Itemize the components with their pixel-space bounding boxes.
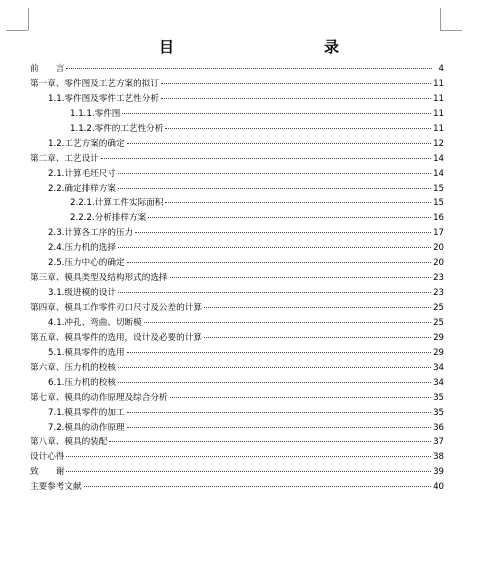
- toc-entry[interactable]: [30, 152, 444, 167]
- dot-leader: [84, 486, 431, 487]
- dot-leader: [101, 158, 431, 159]
- dot-leader: [118, 247, 431, 248]
- toc-entry-page-number: 29: [433, 347, 444, 358]
- toc-entry-text: 1.1.零件图及零件工艺性分析: [48, 93, 159, 104]
- dot-leader: [118, 173, 431, 174]
- toc-entry-page-number: 25: [433, 303, 444, 313]
- toc-entry-text: 6.1.压力机的校核: [48, 377, 116, 388]
- toc-entry-text: 2.2.1.计算工件实际面积: [70, 198, 164, 209]
- toc-entry-page-number: 20: [433, 258, 444, 269]
- dot-leader: [170, 397, 432, 398]
- toc-entry-text: 第一章、零件图及工艺方案的拟订: [30, 78, 159, 89]
- dot-leader: [127, 143, 432, 144]
- toc-entry[interactable]: [30, 196, 444, 211]
- toc-entry[interactable]: [30, 316, 444, 331]
- dot-leader: [66, 456, 431, 457]
- toc-entry-text: 2.5.压力中心的确定: [48, 258, 125, 269]
- toc-entry[interactable]: [30, 346, 444, 361]
- toc-entry[interactable]: [30, 256, 444, 271]
- dot-leader: [127, 352, 432, 353]
- toc-entry-page-number: 34: [433, 362, 444, 373]
- toc-entry-text: 3.1.级进模的设计: [48, 288, 116, 299]
- toc-entry[interactable]: [30, 450, 444, 465]
- dot-leader: [118, 382, 431, 383]
- toc-entry-page-number: 23: [433, 288, 444, 299]
- toc-entry-text: 1.1.2.零件的工艺性分析: [70, 123, 164, 134]
- toc-entry[interactable]: [30, 77, 444, 92]
- dot-leader: [148, 217, 431, 218]
- toc-entry-text: 7.2.模具的动作原理: [48, 422, 125, 433]
- toc-entry-page-number: 36: [433, 422, 444, 433]
- toc-entry-text: 2.4.压力机的选择: [48, 243, 116, 254]
- toc-entry[interactable]: [30, 331, 444, 346]
- toc-entry-page-number: 29: [433, 332, 444, 343]
- toc-entry-page-number: 11: [433, 93, 444, 104]
- toc-entry-page-number: 11: [433, 123, 444, 134]
- toc-entry-text: 第二章、工艺设计: [30, 153, 99, 164]
- toc-entry-text: 第三章、模具类型及结构形式的选择: [30, 273, 168, 284]
- toc-entry-page-number: 4: [438, 64, 444, 74]
- toc-entry-text: 致 谢: [30, 467, 65, 478]
- toc-entry-page-number: 16: [433, 213, 444, 224]
- toc-entry-page-number: 11: [433, 108, 444, 119]
- toc-entry-page-number: 34: [433, 377, 444, 388]
- toc-entry[interactable]: [30, 480, 444, 495]
- toc-entry-text: 2.3.计算各工序的压力: [48, 228, 134, 239]
- crop-mark-top-left-vertical: [28, 8, 29, 30]
- dot-leader: [118, 188, 431, 189]
- toc-entry-page-number: 40: [433, 482, 444, 493]
- toc-entry-page-number: 14: [433, 168, 444, 179]
- toc-entry[interactable]: [30, 62, 444, 77]
- toc-entry-text: 第八章、模具的装配: [30, 437, 108, 448]
- crop-mark-top-right-vertical: [440, 8, 441, 30]
- toc-entry[interactable]: [30, 92, 444, 107]
- toc-entry[interactable]: [30, 107, 444, 122]
- toc-entry-page-number: 14: [433, 153, 444, 164]
- crop-mark-top-left-horizontal: [6, 30, 28, 31]
- toc-entry[interactable]: [30, 286, 444, 301]
- toc-entry-page-number: 17: [433, 228, 444, 239]
- toc-entry[interactable]: [30, 241, 444, 256]
- toc-entry-page-number: 15: [433, 183, 444, 194]
- dot-leader: [204, 337, 431, 338]
- dot-leader: [122, 113, 431, 114]
- dot-leader: [66, 471, 431, 472]
- dot-leader: [204, 307, 431, 308]
- toc-entry-text: 2.1.计算毛坯尺寸: [48, 168, 116, 179]
- toc-entry-page-number: 35: [433, 392, 444, 403]
- toc-entry-page-number: 23: [433, 273, 444, 284]
- crop-mark-top-right-horizontal: [440, 30, 462, 31]
- dot-leader: [165, 128, 431, 129]
- toc-entry-page-number: 38: [433, 452, 444, 463]
- toc-entry[interactable]: [30, 167, 444, 182]
- dot-leader: [127, 412, 432, 413]
- toc-entry-text: 主要参考文献: [30, 482, 82, 493]
- toc-entry-text: 1.2.工艺方案的确定: [48, 138, 125, 149]
- toc-entry-page-number: 12: [433, 138, 444, 149]
- toc-entry-page-number: 35: [433, 407, 444, 418]
- table-of-contents: [30, 62, 444, 495]
- toc-entry[interactable]: [30, 406, 444, 421]
- toc-entry[interactable]: [30, 361, 444, 376]
- dot-leader: [118, 292, 431, 293]
- toc-entry-text: 第四章、模具工作零件刃口尺寸及公差的计算: [30, 303, 202, 313]
- toc-entry[interactable]: [30, 122, 444, 137]
- toc-entry-page-number: 20: [433, 243, 444, 254]
- page-title: 目 录: [158, 38, 379, 56]
- dot-leader: [135, 232, 431, 233]
- toc-entry-text: 5.1.模具零件的选用: [48, 347, 125, 358]
- toc-entry[interactable]: [30, 211, 444, 226]
- toc-entry-page-number: 25: [433, 317, 444, 328]
- toc-entry[interactable]: [30, 435, 444, 450]
- toc-entry[interactable]: [30, 182, 444, 197]
- toc-entry-text: 第五章、模具零件的选用，设计及必要的计算: [30, 332, 202, 343]
- toc-entry[interactable]: [30, 137, 444, 152]
- dot-leader: [109, 441, 431, 442]
- toc-entry-text: 设计心得: [30, 452, 65, 463]
- dot-leader: [161, 83, 431, 84]
- dot-leader: [170, 277, 432, 278]
- toc-entry-text: 2.2.2.分析排样方案: [70, 213, 147, 224]
- toc-entry-text: 4.1.冲孔、弯曲、切断模: [48, 317, 142, 328]
- toc-entry-text: 第六章、压力机的校核: [30, 362, 116, 373]
- toc-entry-page-number: 37: [433, 437, 444, 448]
- toc-entry-text: 第七章、模具的动作原理及综合分析: [30, 392, 168, 403]
- toc-entry[interactable]: [30, 465, 444, 480]
- toc-entry[interactable]: [30, 391, 444, 406]
- toc-entry-page-number: 39: [433, 467, 444, 478]
- toc-entry-text: 7.1.模具零件的加工: [48, 407, 125, 418]
- dot-leader: [165, 202, 431, 203]
- dot-leader: [161, 98, 431, 99]
- toc-entry-page-number: 11: [433, 78, 444, 89]
- toc-entry-text: 2.2.确定排样方案: [48, 183, 116, 194]
- toc-entry[interactable]: [30, 271, 444, 286]
- dot-leader: [144, 322, 431, 323]
- toc-entry[interactable]: [30, 301, 444, 316]
- dot-leader: [127, 427, 432, 428]
- toc-entry-text: 前 言: [30, 64, 65, 74]
- dot-leader: [127, 262, 432, 263]
- toc-entry-page-number: 15: [433, 198, 444, 209]
- dot-leader: [118, 367, 431, 368]
- toc-entry-text: 1.1.1.零件图: [70, 108, 121, 119]
- toc-entry[interactable]: [30, 226, 444, 241]
- toc-entry[interactable]: [30, 376, 444, 391]
- dot-leader: [66, 68, 432, 69]
- toc-entry[interactable]: [30, 421, 444, 436]
